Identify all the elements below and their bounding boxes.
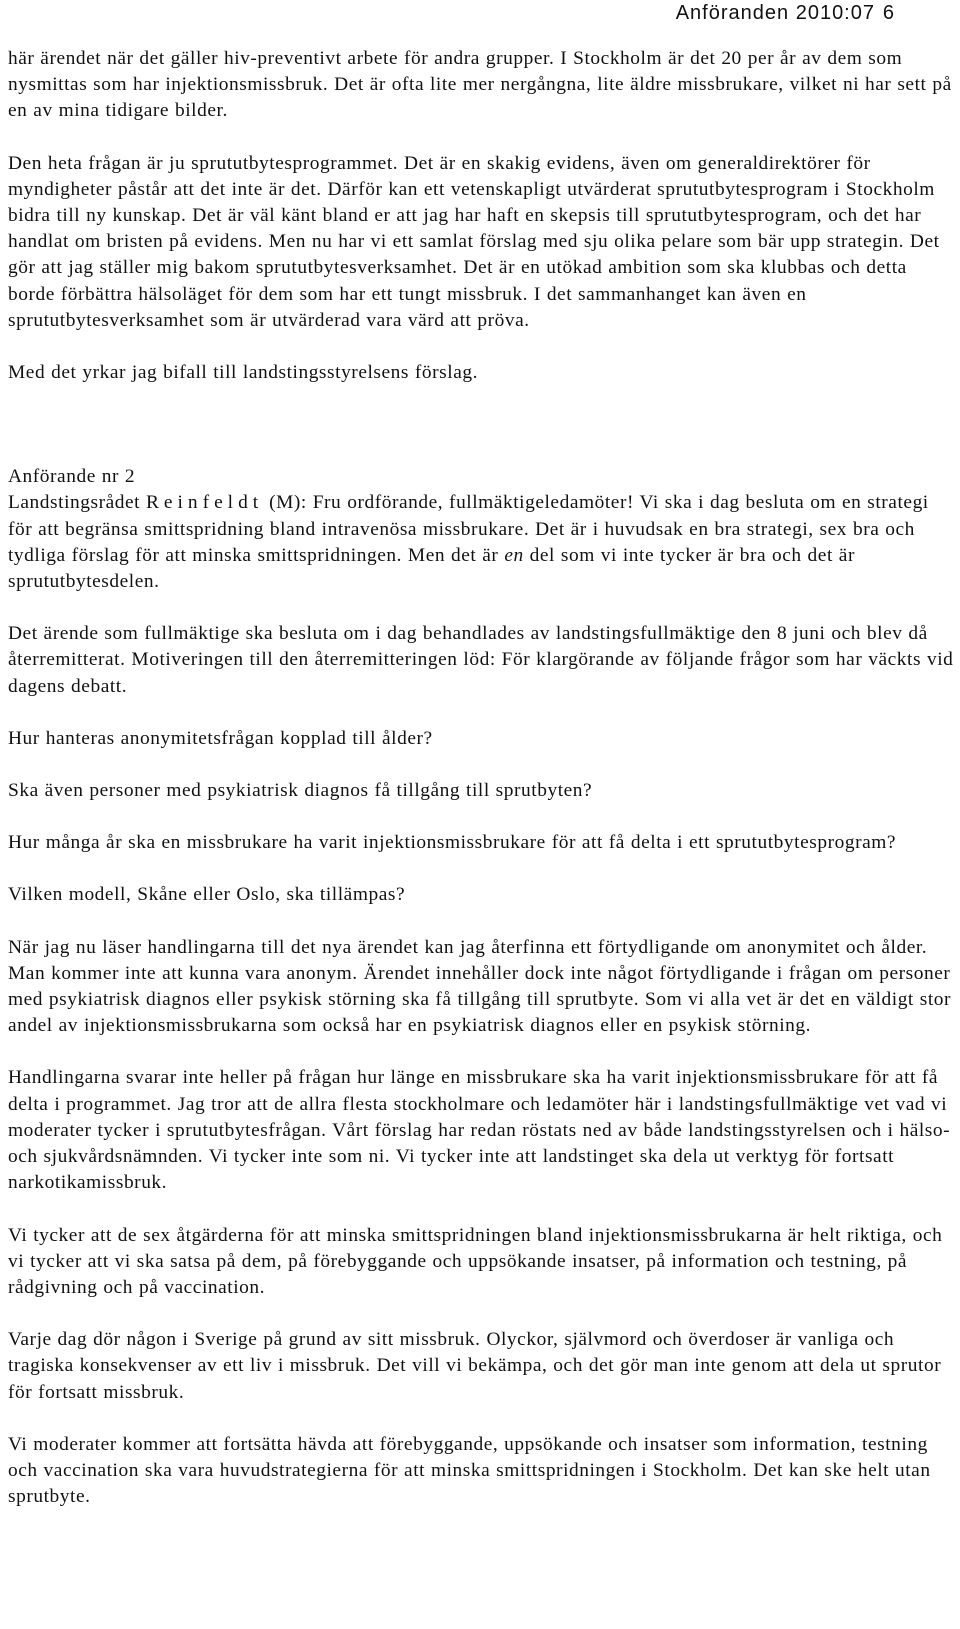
paragraph-motion: Med det yrkar jag bifall till landstingsstyrelsens förslag. bbox=[8, 362, 478, 384]
emphasized-word: en bbox=[504, 544, 524, 566]
speaker-intro: Landstingsrådet bbox=[8, 492, 146, 514]
paragraph-conclusion: Vi moderater kommer att fortsätta hävda att förebyggande, uppsökande och insatser som information, testning och vaccination ska vara huvudstrategierna för att minska smittspridningen i Stockholm. Det kan ske helt utan sprutbyte. bbox=[8, 1433, 931, 1508]
page-header bbox=[20, 0, 960, 30]
paragraph-intro: här ärendet när det gäller hiv-preventivt arbete för andra grupper. I Stockholm är det 20 per år av dem som nysmittas som har injektionsmissbruk. Det är ofta lite mer nergångna, lite äldre missbrukare, vilket ni har sett på en av mina tidigare bilder. bbox=[8, 48, 952, 122]
question-psychiatric-diagnosis: Ska även personer med psykiatrisk diagnos få tillgång till sprutbyten? bbox=[8, 780, 593, 802]
speech-heading: Anförande nr 2 bbox=[8, 466, 136, 488]
paragraph-syringe-exchange: Den heta frågan är ju sprututbytesprogrammet. Det är en skakig evidens, även om generaldirektörer för myndigheter påstår att det inte är det. Därför kan ett vetenskapligt utvärderat sprututbytesprogram i Stockholm bidra till ny kunskap. Det är väl känt bland er att jag har haft en skepsis till sprututbytesprogram, och det har handlat om bristen på evidens. Men nu har vi ett samlat förslag med sju olika pelare som bär upp strategin. Det gör att jag ställer mig bakom sprututbytesverksamhet. Det är en utökad ambition som ska klubbas och detta borde förbättra hälsoläget för dem som har ett tungt missbruk. I det sammanhanget kan även en sprututbytesverksamhet som är utvärderad vara värd att pröva. bbox=[8, 152, 940, 331]
paragraph-six-measures: Vi tycker att de sex åtgärderna för att minska smittspridningen bland injektionsmissbrukarna är helt riktiga, och vi tycker att vi ska satsa på dem, på förebyggande och uppsökande insatser, på information och testning, på rådgivning och på vaccination. bbox=[8, 1224, 943, 1298]
speaker-name: Reinfeldt bbox=[146, 492, 264, 514]
paragraph-speaker-opening bbox=[8, 490, 958, 595]
section-spacer bbox=[8, 412, 958, 464]
speaker-party: (M): bbox=[263, 492, 313, 514]
document-body bbox=[8, 46, 958, 1510]
paragraph-duration-question: Handlingarna svarar inte heller på frågan hur länge en missbrukare ska ha varit injektionsmissbrukare för att få delta i programmet. Jag tror att de allra flesta stockholmare och ledamöter här i landstingsfullmäktige vet vad vi moderater tycker i sprututbytesfrågan. Vårt förslag har redan röstats ned av både landstingsstyrelsen och i hälso- och sjukvårdsnämnden. Vi tycker inte som ni. Vi tycker inte att landstinget ska dela ut verktyg för fortsatt narkotikamissbruk. bbox=[8, 1067, 951, 1194]
document-title: Anföranden 2010:07 bbox=[675, 2, 875, 24]
question-anonymity: Hur hanteras anonymitetsfrågan kopplad till ålder? bbox=[8, 727, 433, 749]
paragraph-reading-documents: När jag nu läser handlingarna till det nya ärendet kan jag återfinna ett förtydligande om anonymitet och ålder. Man kommer inte att kunna vara anonym. Ärendet innehåller dock inte något förtydligande i frågan om personer med psykiatrisk diagnos eller psykisk störning ska få tillgång till sprutbyte. Som vi alla vet är det en väldigt stor andel av injektionsmissbrukarna som också har en psykiatrisk diagnos eller en psykisk störning. bbox=[8, 936, 952, 1037]
paragraph-remittance: Det ärende som fullmäktige ska besluta om i dag behandlades av landstingsfullmäktige den 8 juni och blev då återremitterat. Motiveringen till den återremitteringen löd: För klargörande av följande frågor som har väckts vid dagens debatt. bbox=[8, 623, 954, 697]
speaker-opening-text: Fru ordförande, fullmäktigeledamöter! Vi ska i dag besluta om en strategi för att begränsa smittspridning bland intravenösa missbrukare. Det är i huvudsak en bra strategi, sex bra och tydliga förslag för att minska smittspridningen. Men det är bbox=[8, 492, 929, 566]
speaker-opening-end: del som vi inte tycker är bra och det är sprututbytesdelen. bbox=[8, 544, 855, 593]
page-number: 6 bbox=[882, 2, 894, 24]
question-model: Vilken modell, Skåne eller Oslo, ska tillämpas? bbox=[8, 884, 406, 906]
question-injection-years: Hur många år ska en missbrukare ha varit injektionsmissbrukare för att få delta i ett sprututbytesprogram? bbox=[8, 832, 897, 854]
paragraph-daily-deaths: Varje dag dör någon i Sverige på grund av sitt missbruk. Olyckor, självmord och överdoser är vanliga och tragiska konsekvenser av ett liv i missbruk. Det vill vi bekämpa, och det gör man inte genom att dela ut sprutor för fortsatt missbruk. bbox=[8, 1329, 942, 1403]
